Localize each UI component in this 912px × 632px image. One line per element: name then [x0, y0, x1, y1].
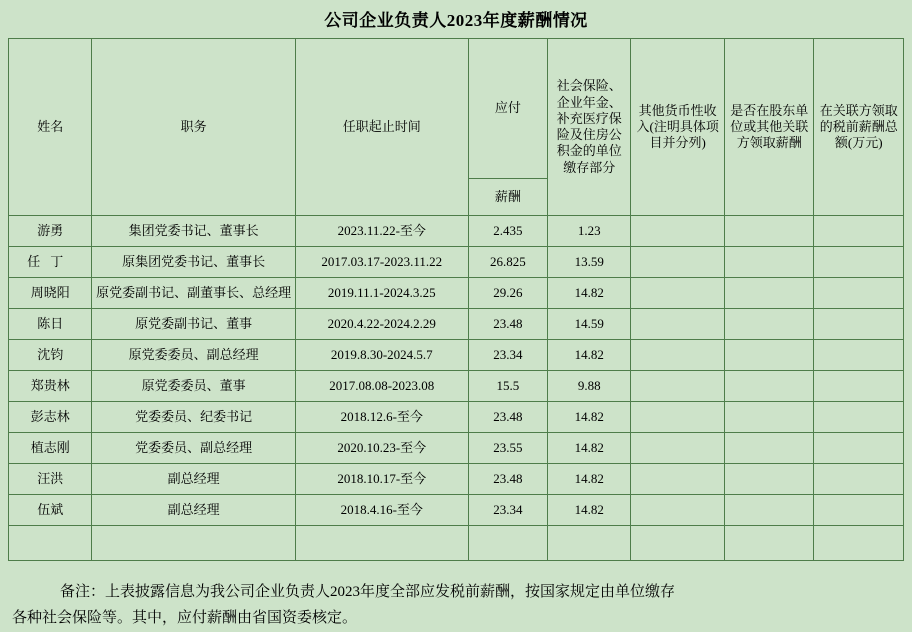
cell-payable: 23.48: [468, 309, 547, 340]
cell-empty: [814, 526, 904, 561]
cell-empty: [724, 526, 814, 561]
cell-tenure: 2017.08.08-2023.08: [295, 371, 468, 402]
cell-related-total: [814, 433, 904, 464]
cell-name: 汪洪: [9, 464, 92, 495]
cell-name: 伍斌: [9, 495, 92, 526]
cell-insurance: 13.59: [548, 247, 631, 278]
table-row: [9, 309, 904, 340]
cell-insurance: 14.59: [548, 309, 631, 340]
cell-empty: [468, 526, 547, 561]
table-row: [9, 216, 904, 247]
cell-name: 沈钧: [9, 340, 92, 371]
cell-payable: 23.34: [468, 495, 547, 526]
header-payable-sub: 薪酬: [468, 179, 547, 216]
cell-payable: 23.55: [468, 433, 547, 464]
cell-post: 副总经理: [92, 495, 295, 526]
table-row: [9, 340, 904, 371]
cell-payable: 15.5: [468, 371, 547, 402]
cell-payable: 23.34: [468, 340, 547, 371]
cell-insurance: 14.82: [548, 464, 631, 495]
cell-other-cash: [631, 247, 725, 278]
cell-related-total: [814, 278, 904, 309]
cell-insurance: 14.82: [548, 402, 631, 433]
table-row: [9, 371, 904, 402]
cell-empty: [295, 526, 468, 561]
cell-insurance: 9.88: [548, 371, 631, 402]
cell-payable: 2.435: [468, 216, 547, 247]
cell-tenure: 2017.03.17-2023.11.22: [295, 247, 468, 278]
cell-related-total: [814, 464, 904, 495]
cell-payable: 23.48: [468, 402, 547, 433]
table-row: [9, 464, 904, 495]
cell-name: 任丁: [9, 247, 92, 278]
cell-shareholder: [724, 433, 814, 464]
footnote: [12, 579, 900, 632]
cell-post: 党委委员、纪委书记: [92, 402, 295, 433]
cell-post: 原党委副书记、董事: [92, 309, 295, 340]
cell-post: 原集团党委书记、董事长: [92, 247, 295, 278]
cell-tenure: 2018.10.17-至今: [295, 464, 468, 495]
cell-name: 游勇: [9, 216, 92, 247]
cell-tenure: 2018.12.6-至今: [295, 402, 468, 433]
cell-related-total: [814, 309, 904, 340]
cell-post: 原党委副书记、副董事长、总经理: [92, 278, 295, 309]
table-row-empty: [9, 526, 904, 561]
cell-payable: 23.48: [468, 464, 547, 495]
header-payable: 应付: [468, 39, 547, 179]
cell-name: 陈日: [9, 309, 92, 340]
cell-shareholder: [724, 371, 814, 402]
cell-tenure: 2019.11.1-2024.3.25: [295, 278, 468, 309]
cell-other-cash: [631, 216, 725, 247]
cell-other-cash: [631, 309, 725, 340]
cell-insurance: 14.82: [548, 495, 631, 526]
cell-name: 周晓阳: [9, 278, 92, 309]
table-row: [9, 278, 904, 309]
cell-shareholder: [724, 216, 814, 247]
header-insurance: 社会保险、企业年金、补充医疗保险及住房公积金的单位缴存部分: [548, 39, 631, 216]
cell-payable: 29.26: [468, 278, 547, 309]
footnote-line-2: 各种社会保险等。其中，应付薪酬由省国资委核定。: [12, 610, 358, 627]
table-row: [9, 433, 904, 464]
cell-post: 原党委委员、董事: [92, 371, 295, 402]
cell-empty: [548, 526, 631, 561]
cell-shareholder: [724, 309, 814, 340]
header-tenure: 任职起止时间: [295, 39, 468, 216]
cell-other-cash: [631, 433, 725, 464]
cell-related-total: [814, 402, 904, 433]
cell-empty: [9, 526, 92, 561]
cell-related-total: [814, 340, 904, 371]
cell-other-cash: [631, 278, 725, 309]
cell-tenure: 2023.11.22-至今: [295, 216, 468, 247]
header-post: 职务: [92, 39, 295, 216]
cell-payable: 26.825: [468, 247, 547, 278]
table-row: [9, 402, 904, 433]
cell-name: 郑贵林: [9, 371, 92, 402]
cell-insurance: 14.82: [548, 278, 631, 309]
header-shareholder-pay: 是否在股东单位或其他关联方领取薪酬: [724, 39, 814, 216]
cell-tenure: 2020.4.22-2024.2.29: [295, 309, 468, 340]
cell-empty: [631, 526, 725, 561]
cell-related-total: [814, 247, 904, 278]
cell-tenure: 2020.10.23-至今: [295, 433, 468, 464]
cell-name: 彭志林: [9, 402, 92, 433]
header-name: 姓名: [9, 39, 92, 216]
table-header-row: [9, 39, 904, 179]
page-title: 公司企业负责人2023年度薪酬情况: [324, 11, 588, 30]
cell-other-cash: [631, 402, 725, 433]
cell-name: 植志刚: [9, 433, 92, 464]
table-row: [9, 495, 904, 526]
header-related-total: 在关联方领取的税前薪酬总额(万元): [814, 39, 904, 216]
cell-shareholder: [724, 402, 814, 433]
cell-other-cash: [631, 464, 725, 495]
cell-shareholder: [724, 495, 814, 526]
cell-post: 党委委员、副总经理: [92, 433, 295, 464]
cell-shareholder: [724, 340, 814, 371]
cell-tenure: 2018.4.16-至今: [295, 495, 468, 526]
cell-insurance: 1.23: [548, 216, 631, 247]
cell-shareholder: [724, 464, 814, 495]
cell-shareholder: [724, 247, 814, 278]
footnote-line-1: 备注：上表披露信息为我公司企业负责人2023年度全部应发税前薪酬，按国家规定由单位缴存: [60, 584, 676, 600]
cell-other-cash: [631, 340, 725, 371]
cell-related-total: [814, 371, 904, 402]
cell-other-cash: [631, 495, 725, 526]
cell-insurance: 14.82: [548, 433, 631, 464]
cell-post: 副总经理: [92, 464, 295, 495]
cell-insurance: 14.82: [548, 340, 631, 371]
cell-related-total: [814, 495, 904, 526]
table-row: [9, 247, 904, 278]
cell-empty: [92, 526, 295, 561]
cell-post: 原党委委员、副总经理: [92, 340, 295, 371]
cell-tenure: 2019.8.30-2024.5.7: [295, 340, 468, 371]
header-other-cash: 其他货币性收入(注明具体项目并分列): [631, 39, 725, 216]
cell-shareholder: [724, 278, 814, 309]
cell-related-total: [814, 216, 904, 247]
salary-table: [8, 38, 904, 561]
cell-other-cash: [631, 371, 725, 402]
cell-post: 集团党委书记、董事长: [92, 216, 295, 247]
